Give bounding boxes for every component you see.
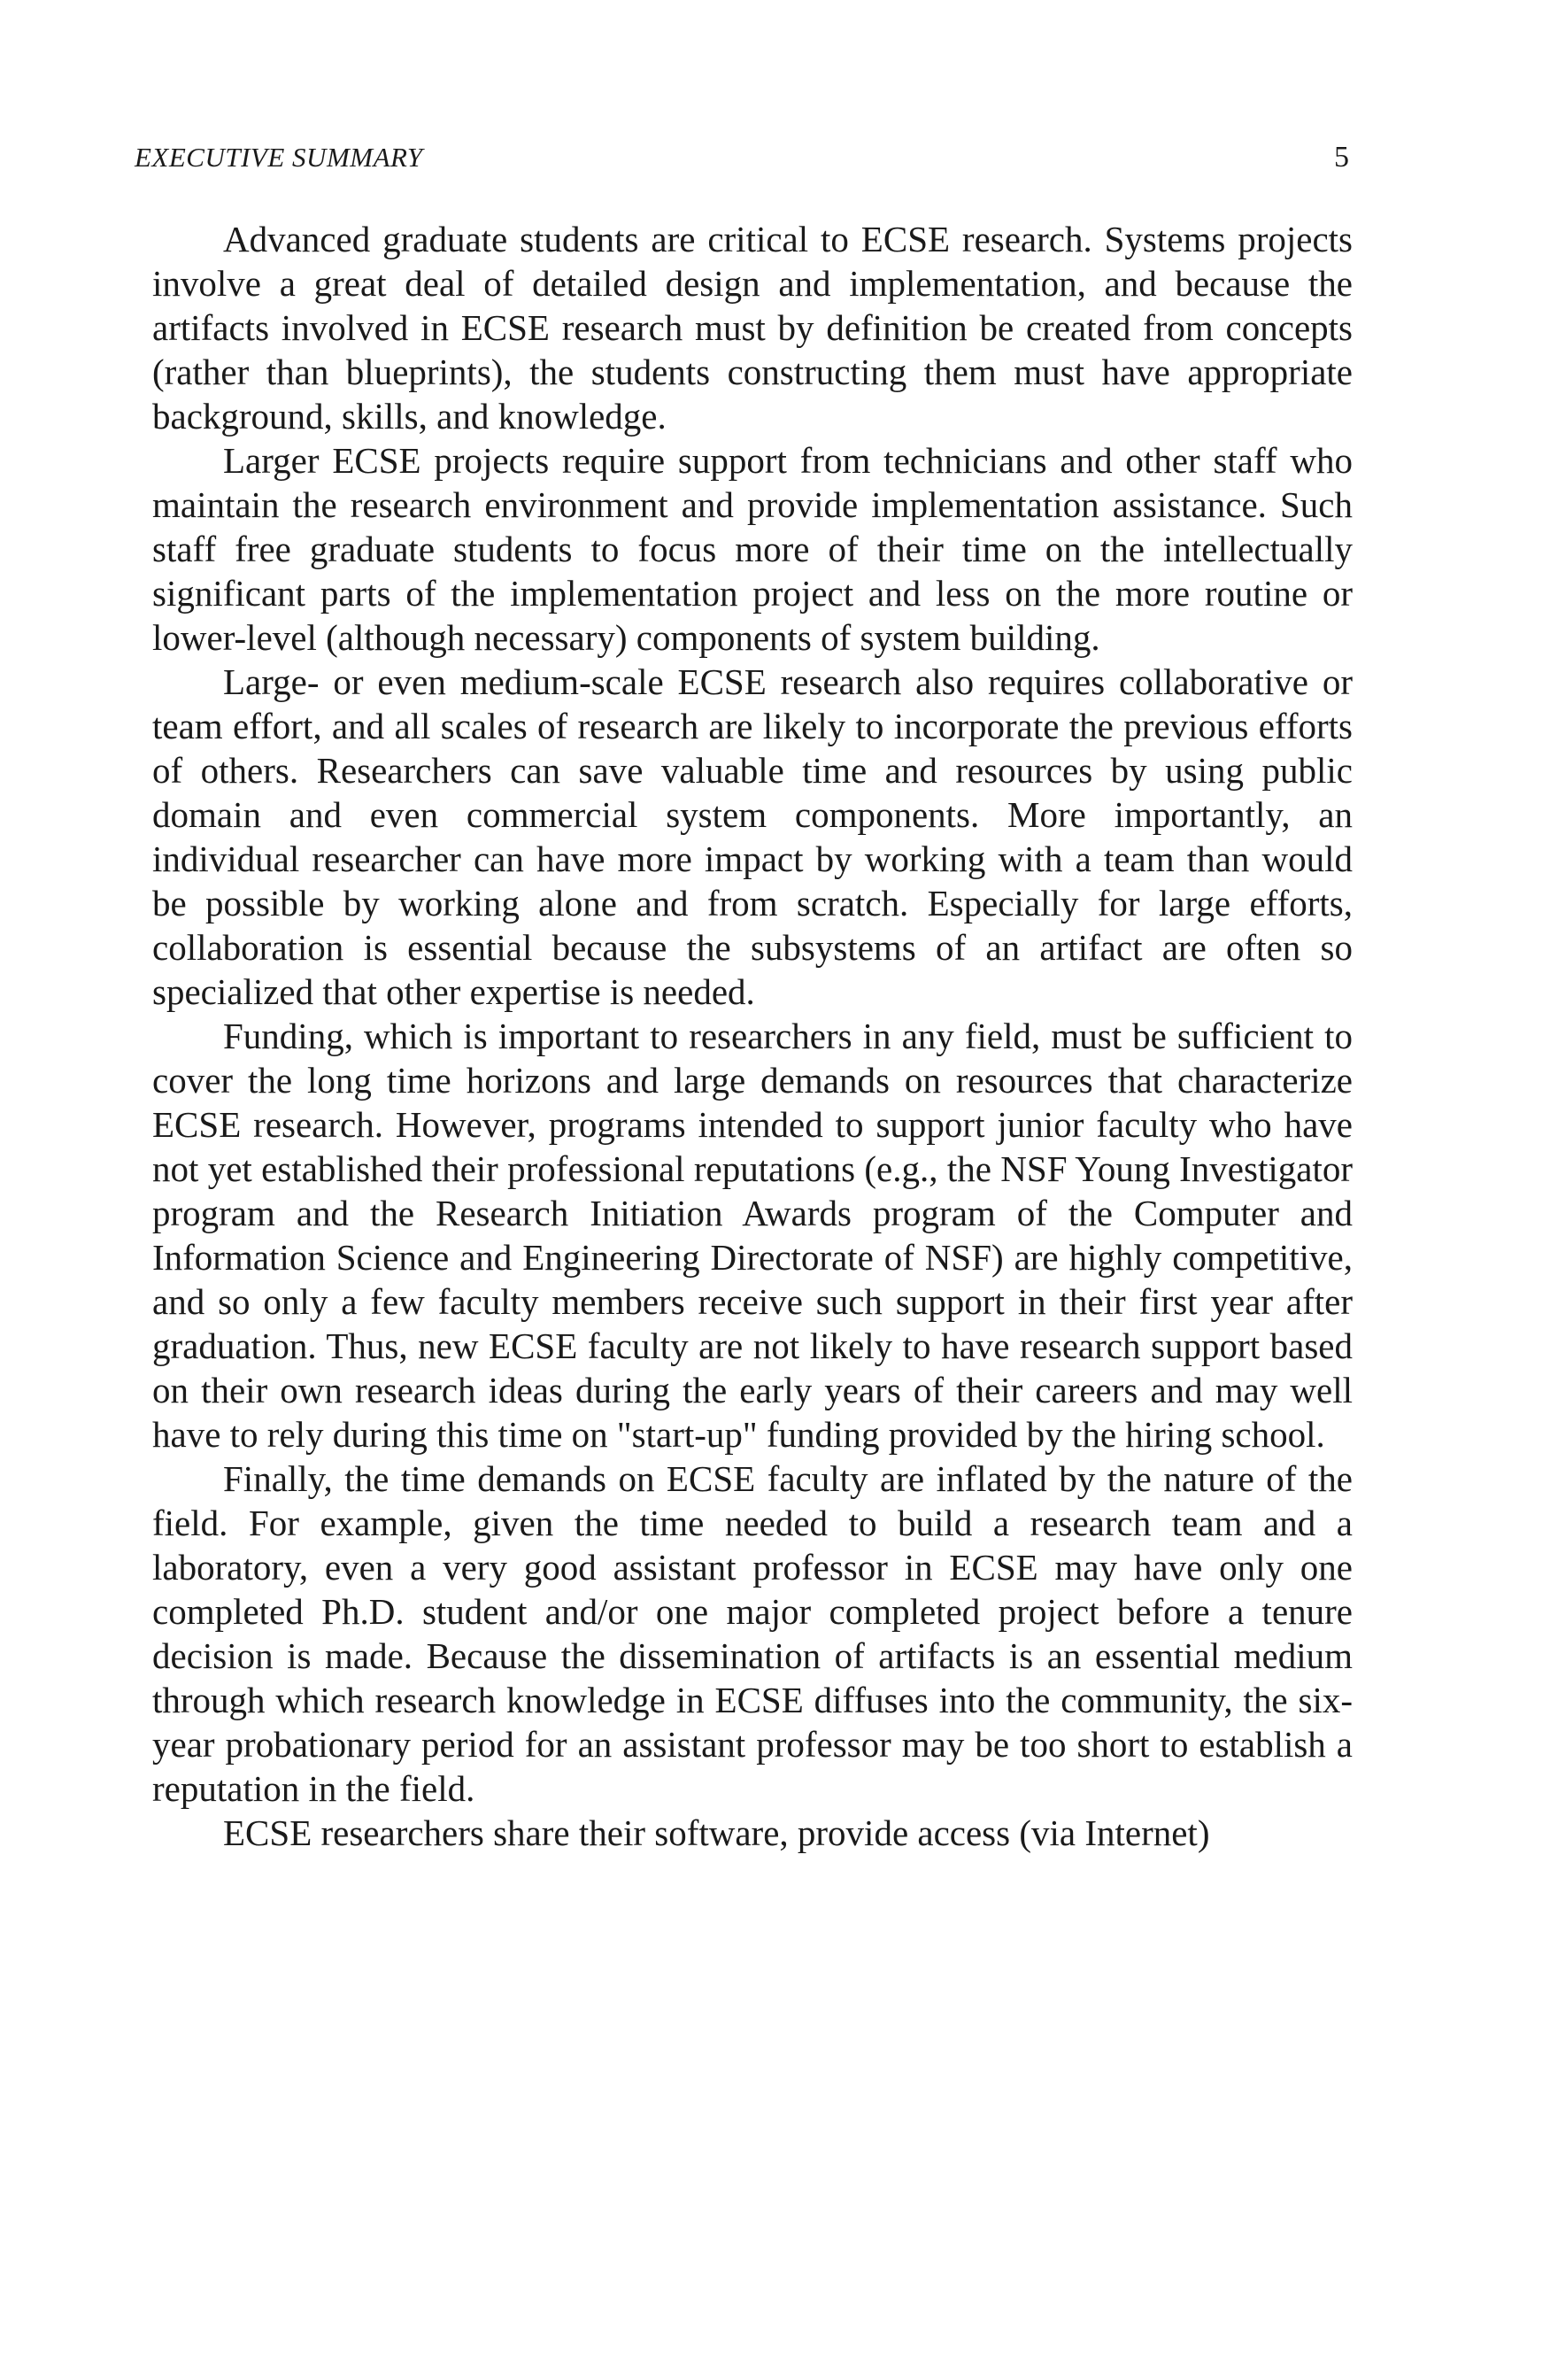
running-header — [135, 140, 1349, 175]
paragraph-funding: Funding, which is important to researchers in any field, must be sufficient to cover the long time horizons and large demands on resources that characterize ECSE research. However, programs intended to support junior faculty who have not yet established their professional reputations (e.g., the NSF Young Investigator program and the Research Initiation Awards program of the Computer and Information Science and Engineering Directorate of NSF) are highly competitive, and so only a few faculty members receive such support in their first year after graduation. Thus, new ECSE faculty are not likely to have research support based on their own research ideas during the early years of their careers and may well have to rely during this time on "start-up" funding provided by the hiring school. — [152, 1016, 1353, 1455]
body-text — [152, 217, 1353, 1855]
section-title: EXECUTIVE SUMMARY — [135, 142, 423, 173]
paragraph-time-demands: Finally, the time demands on ECSE faculty are inflated by the nature of the field. For example, given the time needed to build a research team and a laboratory, even a very good assistant professor in ECSE may have only one completed Ph.D. student and/or one major completed project before a tenure decision is made. Because the dissemination of artifacts is an essential medium through which research knowledge in ECSE diffuses into the community, the six-year probationary period for an assistant professor may be too short to establish a reputation in the field. — [152, 1458, 1353, 1809]
paragraph-technical-staff: Larger ECSE projects require support from technicians and other staff who maintain the research environment and provide implementation assistance. Such staff free graduate students to focus more of their time on the intellectually significant parts of the implementation project and less on the more routine or lower-level (although necessary) components of system building. — [152, 440, 1353, 658]
paragraph-collaboration: Large- or even medium-scale ECSE research also requires collaborative or team effort, and all scales of research are likely to incorporate the previous efforts of others. Researchers can save valuable time and resources by using public domain and even commercial system components. More importantly, an individual researcher can have more impact by working with a team than would be possible by working alone and from scratch. Especially for large efforts, collaboration is essential because the subsystems of an artifact are often so specialized that other expertise is needed. — [152, 661, 1353, 1012]
page-number: 5 — [1334, 141, 1349, 174]
paragraph-graduate-students: Advanced graduate students are critical to ECSE research. Systems projects involve a great deal of detailed design and implementation, and because the artifacts involved in ECSE research must by definition be created from concepts (rather than blueprints), the students constructing them must have appropriate background, skills, and knowledge. — [152, 219, 1353, 437]
paragraph-sharing: ECSE researchers share their software, provide access (via Internet) — [223, 1812, 1210, 1853]
